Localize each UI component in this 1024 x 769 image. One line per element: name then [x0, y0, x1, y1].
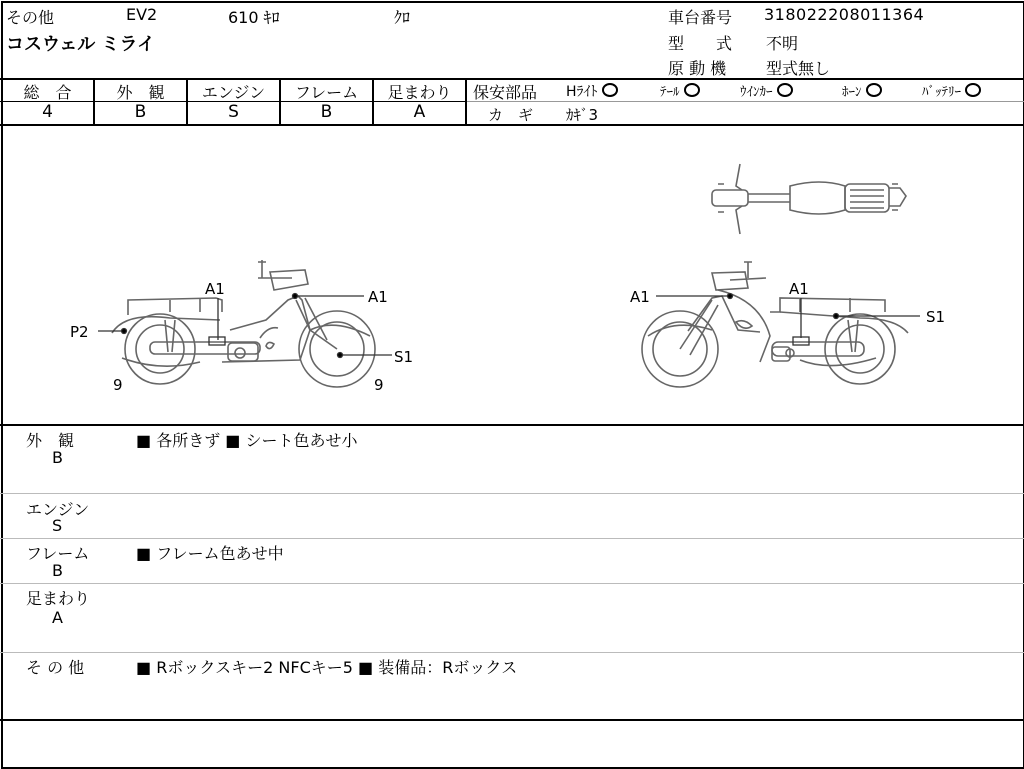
safety-item-horn [842, 81, 882, 100]
grade-value-exterior: B [134, 102, 147, 122]
model-code: EV2 [126, 5, 158, 24]
label-s1-right-view: S1 [926, 308, 946, 326]
safety-item-battery [922, 81, 981, 100]
remark-grade-exterior: B [52, 448, 63, 467]
mileage: 610 ｷﾛ [228, 8, 280, 27]
label-a1-left-right-view: A1 [630, 288, 650, 306]
label-p2: P2 [70, 323, 89, 341]
grade-label-exterior: 外 観 [116, 83, 165, 102]
label-s1: S1 [394, 348, 414, 366]
label-9-right: 9 [374, 376, 384, 394]
grade-label-frame: フレーム [294, 83, 359, 102]
safety-item-label: ﾊﾞｯﾃﾘｰ [922, 85, 961, 100]
engine-type-label: 原 動 機 [668, 59, 727, 78]
ok-circle-icon [866, 83, 882, 97]
remark-grade-suspension: A [52, 608, 63, 627]
ok-circle-icon [602, 83, 618, 97]
grade-label-suspension: 足まわり [387, 83, 452, 102]
safety-item-headlight [566, 81, 618, 101]
safety-item-label: ｳｲﾝｶｰ [740, 85, 773, 100]
safety-item-label: Hﾗｲﾄ [566, 84, 598, 100]
remark-label-exterior: 外 観 [26, 431, 75, 450]
remark-text-frame: ■ フレーム色あせ中 [136, 544, 284, 563]
safety-item-tail [660, 81, 700, 100]
grade-value-engine: S [228, 102, 239, 122]
grade-label-overall: 総 合 [23, 83, 72, 102]
grade-value-overall: 4 [42, 102, 53, 122]
scooter-right-view [642, 262, 908, 387]
grade-label-engine: エンジン [201, 83, 266, 102]
safety-item-winker [740, 81, 793, 100]
key-label: カ ギ [488, 106, 534, 124]
model-name: コスウェル ミライ [6, 34, 156, 55]
label-a1-right: A1 [368, 288, 388, 306]
remark-grade-engine: S [52, 516, 63, 535]
frame-no: 318022208011364 [764, 5, 925, 24]
type-value: 不明 [766, 34, 799, 53]
scooter-left-view [112, 260, 375, 387]
key-value: ｶｷﾞ3 [566, 106, 599, 124]
safety-item-label: ﾎｰﾝ [842, 85, 862, 100]
remark-label-engine: エンジン [26, 500, 90, 519]
remark-label-other: そ の 他 [26, 658, 85, 677]
type-label: 型 式 [668, 34, 733, 53]
other-label: その他 [6, 8, 55, 27]
scooter-damage-diagram [0, 126, 1024, 424]
safety-item-label: ﾃｰﾙ [660, 85, 680, 100]
ok-circle-icon [684, 83, 700, 97]
grade-value-frame: B [320, 102, 333, 122]
remark-grade-frame: B [52, 561, 63, 580]
ok-circle-icon [777, 83, 793, 97]
label-a1-top: A1 [205, 280, 225, 298]
remark-text-exterior: ■ 各所きず ■ シート色あせ小 [136, 431, 358, 450]
safety-label: 保安部品 [473, 83, 538, 102]
ok-circle-icon [965, 83, 981, 97]
remark-label-frame: フレーム [26, 544, 90, 563]
grade-value-suspension: A [413, 102, 426, 122]
color: ｸﾛ [394, 8, 411, 27]
remark-label-suspension: 足まわり [26, 589, 91, 608]
remark-text-other: ■ Rボックスキー2 NFCキー5 ■ 装備品：Rボックス [136, 658, 518, 677]
frame-no-label: 車台番号 [668, 8, 733, 27]
scooter-top-view [712, 164, 906, 234]
label-9-left: 9 [113, 376, 123, 394]
engine-type-value: 型式無し [766, 59, 831, 78]
label-a1-top-right-view: A1 [789, 280, 809, 298]
